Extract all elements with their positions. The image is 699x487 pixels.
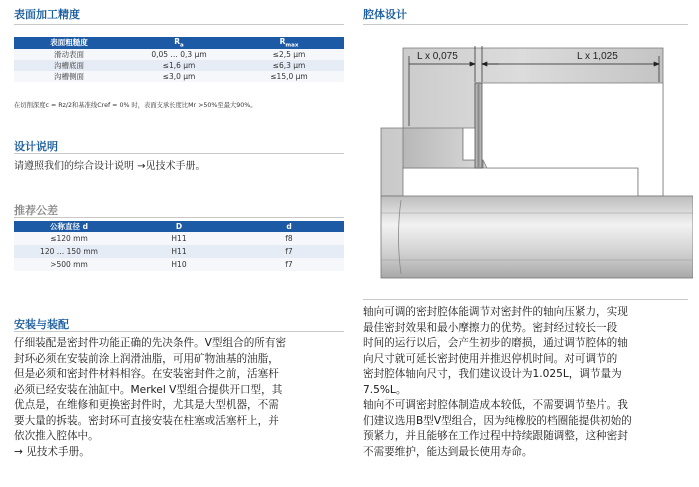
table-header: 公称直径 d (14, 221, 124, 232)
table-row (14, 232, 344, 245)
table-cell: ≤1,6 µm (124, 60, 234, 71)
table-cell: f7 (234, 258, 344, 271)
text-line: → 见技术手册。 (14, 445, 90, 458)
table-row (14, 60, 344, 71)
table-cell: f8 (234, 232, 344, 245)
text-line: 向尺寸就可延长密封使用并推迟停机时间。对可调节的 (363, 352, 618, 365)
surface-finish-heading: 表面加工精度 (14, 8, 80, 21)
divider (363, 24, 688, 25)
table-cell: >500 mm (14, 258, 124, 271)
table-cell: 120 … 150 mm (14, 245, 124, 258)
adjusting-shim (475, 83, 482, 168)
table-header: d (234, 221, 344, 232)
text-line: 要大量的拆装。密封环可直接安装在柱塞或活塞杆上，并 (14, 414, 279, 427)
table-cell: ≤6,3 µm (234, 60, 344, 71)
table-header-rmax: $R_{max}$ (234, 37, 344, 49)
text-line: 们建议选用B型V型组合，因为纯橡胶的档圈能提供初始的 (363, 414, 632, 427)
table-cell: f7 (234, 245, 344, 258)
table-cell: ≤15,0 µm (234, 71, 344, 82)
table-row (14, 258, 344, 271)
table-row (14, 49, 344, 60)
divider (14, 24, 344, 25)
text-line: 但是必须和密封件材料相容。在安装密封件之前，活塞杆 (14, 368, 279, 380)
table-cell: ≤120 mm (14, 232, 124, 245)
text-line: 密封腔体轴向尺寸，我们建议设计为1.025L，调节量为 (363, 368, 622, 380)
cavity-diagram (363, 28, 693, 298)
cavity-design-text (363, 305, 693, 460)
text-line: 预紧力，并且能够在工作过程中持续跟随调整，这种密封 (363, 430, 628, 442)
table-cell: H11 (124, 245, 234, 258)
divider (14, 153, 344, 154)
text-line: 7.5%L。 (363, 383, 407, 396)
text-line: 依次推入腔体中。 (14, 430, 99, 442)
text-line: 时间的运行以后，会产生初步的磨损，通过调节腔体的轴 (363, 337, 628, 349)
installation-heading: 安装与装配 (14, 318, 69, 331)
text-line: 轴向不可调密封腔体制造成本较低，不需要调节垫片。我 (363, 399, 628, 411)
table-cell: 0,05 … 0,3 µm (124, 49, 234, 60)
table-header: 表面粗糙度 (14, 37, 124, 49)
table-header: D (124, 221, 234, 232)
text-line: 不需要维护，能达到最长使用寿命。 (363, 445, 533, 458)
text-line: 轴向可调的密封腔体能调节对密封件的轴向压紧力，实现 (363, 306, 628, 318)
surface-finish-note: 在切削深度c = Rz/2和基准线Cref = 0% 时，表面支承长度比Mr >50%至最大90%。 (14, 102, 257, 109)
design-notes-text: 请遵照我们的综合设计说明 →见技术手册。 (14, 161, 206, 172)
shaft (381, 196, 693, 278)
design-notes-heading: 设计说明 (14, 140, 58, 153)
text-line: 仔细装配是密封件功能正确的先决条件。V型组合的所有密 (14, 337, 287, 349)
text-line: 最佳密封效果和最小摩擦力的优势。密封经过较长一段 (363, 321, 618, 334)
surface-finish-table (14, 37, 344, 82)
cavity-design-heading: 腔体设计 (363, 8, 407, 21)
table-row (14, 245, 344, 258)
text-line: 封环必须在安装前涂上润滑油脂，可用矿物油基的油脂， (14, 352, 279, 365)
text-line: 必须已经安装在油缸中。Merkel V型组合提供开口型，其 (14, 383, 283, 396)
table-row (14, 71, 344, 82)
installation-text (14, 336, 359, 460)
table-cell: 沟槽底面 (14, 60, 124, 71)
divider (363, 299, 688, 300)
table-cell: H10 (124, 258, 234, 271)
dimension-label-left: L x 0,075 (417, 51, 458, 62)
dimension-label-right: L x 1,025 (577, 51, 618, 62)
table-cell: 滑动表面 (14, 49, 124, 60)
tolerance-table (14, 221, 344, 271)
divider (14, 331, 344, 332)
divider (14, 217, 344, 218)
table-cell: ≤3,0 µm (124, 71, 234, 82)
table-header-ra: $R_a$ (124, 37, 234, 49)
table-cell: 沟槽侧面 (14, 71, 124, 82)
table-cell: ≤2,5 µm (234, 49, 344, 60)
seal-cavity (463, 83, 663, 196)
tolerance-heading: 推荐公差 (14, 204, 58, 217)
table-cell: H11 (124, 232, 234, 245)
text-line: 优点是，在维修和更换密封件时，尤其是大型机器，不需 (14, 399, 279, 411)
